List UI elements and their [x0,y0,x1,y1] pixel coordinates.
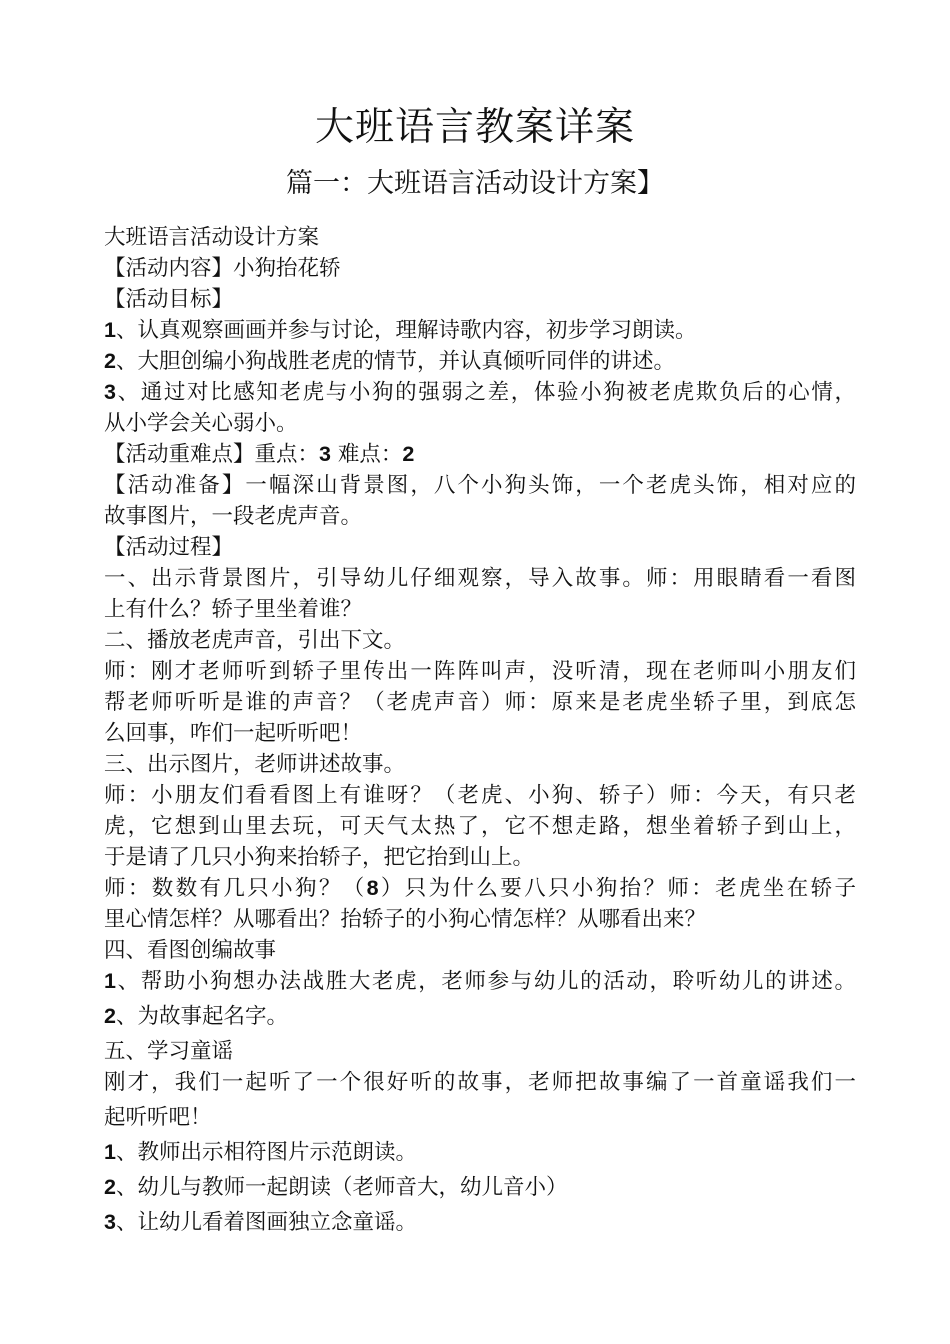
text-line: 帮老师听听是谁的声音？（老虎声音）师：原来是老虎坐轿子里，到底怎 [104,690,856,715]
text-line: 刚才，我们一起听了一个很好听的故事，老师把故事编了一首童谣我们一 [104,1070,856,1095]
text-line: 【活动内容】小狗抬花轿 [104,256,341,281]
text-line: 师：数数有几只小狗？（8）只为什么要八只小狗抬？师：老虎坐在轿子 [104,876,856,901]
text-line: 故事图片，一段老虎声音。 [104,504,363,529]
text-line: 四、看图创编故事 [104,938,277,963]
text-line: 三、出示图片，老师讲述故事。 [104,752,406,777]
text-line: 3、通过对比感知老虎与小狗的强弱之差，体验小狗被老虎欺负后的心情， [104,380,856,405]
text-line: 从小学会关心弱小。 [104,411,298,436]
document-body [104,222,856,1238]
text-line: 师：小朋友们看看图上有谁呀？（老虎、小狗、轿子）师：今天，有只老 [104,783,856,808]
text-line: 五、学习童谣 [104,1039,234,1064]
text-line: 1、帮助小狗想办法战胜大老虎，老师参与幼儿的活动，聆听幼儿的讲述。 [104,969,856,994]
text-line: 3、让幼儿看着图画独立念童谣。 [104,1210,417,1235]
text-line: 【活动重难点】重点：3 难点：2 [104,442,415,467]
text-line: 【活动过程】 [104,535,234,560]
text-line: 于是请了几只小狗来抬轿子，把它抬到山上。 [104,845,535,870]
text-line: 1、教师出示相符图片示范朗读。 [104,1140,417,1165]
text-line: 2、为故事起名字。 [104,1004,288,1029]
text-line: 2、幼儿与教师一起朗读（老师音大，幼儿音小） [104,1175,568,1200]
text-line: 里心情怎样？从哪看出？抬轿子的小狗心情怎样？从哪看出来？ [104,907,707,932]
document-subtitle: 篇一：大班语言活动设计方案】 [286,168,664,199]
text-line: 1、认真观察画画并参与讨论，理解诗歌内容，初步学习朗读。 [104,318,697,343]
text-line: 么回事，咋们一起听听吧！ [104,721,363,746]
text-line: 上有什么？轿子里坐着谁？ [104,597,363,622]
text-line: 师：刚才老师听到轿子里传出一阵阵叫声，没听清，现在老师叫小朋友们 [104,659,856,684]
text-line: 起听听吧！ [104,1105,212,1130]
text-line: 【活动准备】一幅深山背景图，八个小狗头饰，一个老虎头饰，相对应的 [104,473,856,498]
text-line: 2、大胆创编小狗战胜老虎的情节，并认真倾听同伴的讲述。 [104,349,675,374]
text-line: 【活动目标】 [104,287,234,312]
text-line: 大班语言活动设计方案 [104,225,320,250]
document-title: 大班语言教案详案 [314,105,635,150]
text-line: 一、出示背景图片，引导幼儿仔细观察，导入故事。师：用眼睛看一看图 [104,566,856,591]
text-line: 二、播放老虎声音，引出下文。 [104,628,406,653]
text-line: 虎，它想到山里去玩，可天气太热了，它不想走路，想坐着轿子到山上， [104,814,856,839]
